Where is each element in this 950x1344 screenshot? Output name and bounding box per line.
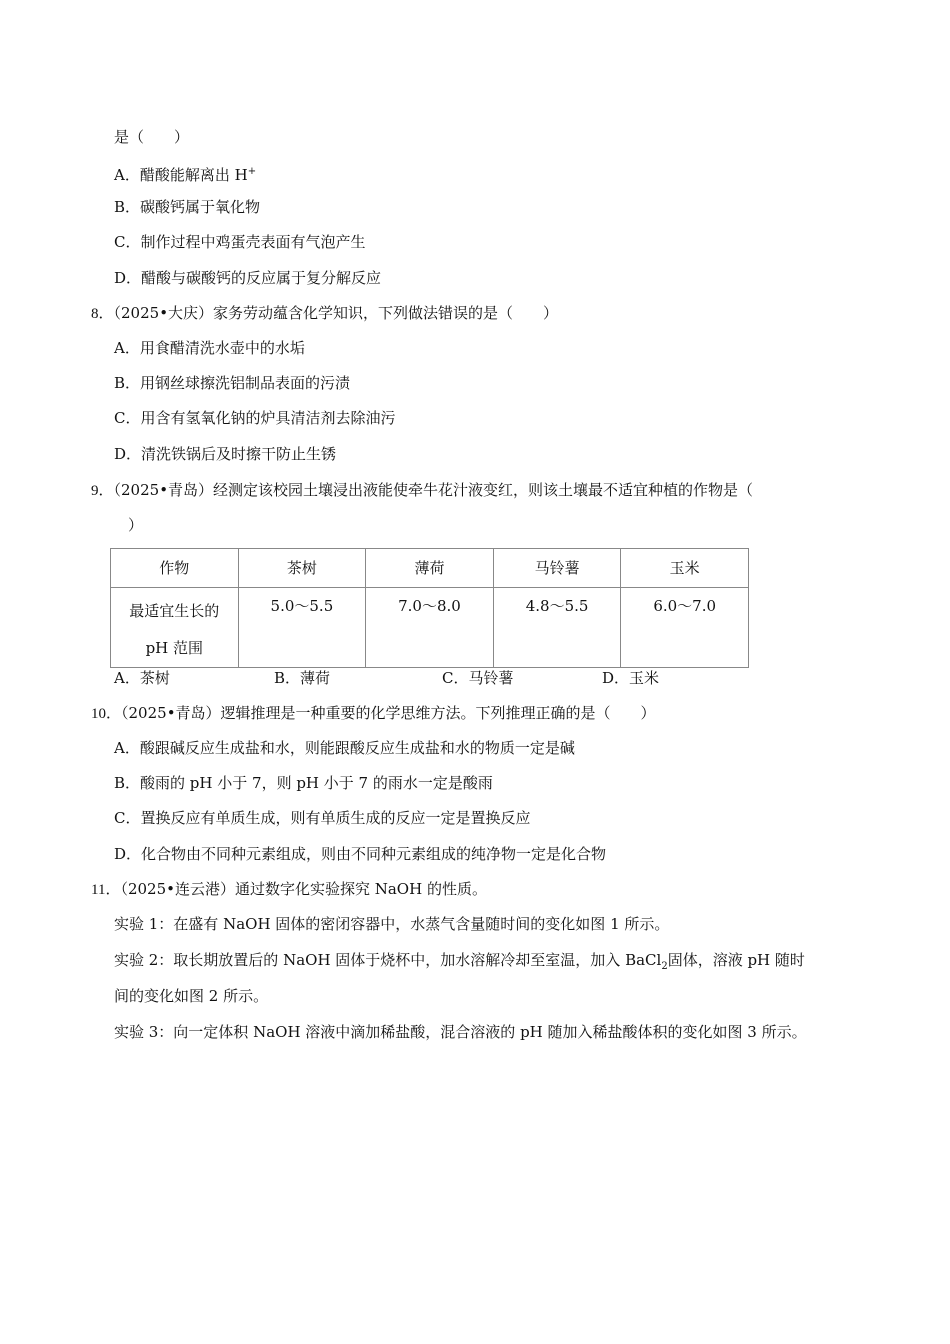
q11-experiment-1: 实验 1：在盛有 NaOH 固体的密闭容器中，水蒸气含量随时间的变化如图 1 所示。 <box>114 915 670 933</box>
q10-option-c <box>114 808 531 828</box>
q7-option-b <box>114 197 260 217</box>
table-cell <box>493 588 621 668</box>
option-label: A． <box>114 339 140 357</box>
option-text: 薄荷 <box>300 669 331 687</box>
question-number: 10． <box>91 706 122 722</box>
option-label: B． <box>114 198 141 216</box>
question-number: 8． <box>91 306 114 322</box>
option-text: 用含有氢氧化钠的炉具清洁剂去除油污 <box>140 409 396 427</box>
option-text: 化合物由不同种元素组成，则由不同种元素组成的纯净物一定是化合物 <box>141 845 607 863</box>
q10-option-a <box>114 738 575 758</box>
q7-option-d <box>114 268 381 288</box>
table-cell <box>238 588 366 668</box>
q9-option-a <box>114 668 170 688</box>
option-label: B． <box>114 774 141 792</box>
table-row <box>111 588 749 668</box>
q11-experiment-3: 实验 3：向一定体积 NaOH 溶液中滴加稀盐酸，混合溶液的 pH 随加入稀盐酸体积的变化如图 3 所示。 <box>114 1023 807 1041</box>
row-label-line-2: pH 范围 <box>145 639 204 657</box>
option-text: 醋酸与碳酸钙的反应属于复分解反应 <box>141 269 382 287</box>
option-label: D． <box>114 269 142 287</box>
option-text: 清洗铁锅后及时擦干防止生锈 <box>141 445 337 463</box>
option-text: 置换反应有单质生成，则有单质生成的反应一定是置换反应 <box>140 809 531 827</box>
question-text: （2025•青岛）逻辑推理是一种重要的化学思维方法。下列推理正确的是（ ） <box>121 704 656 722</box>
q11-stem <box>91 879 487 900</box>
option-label: D． <box>602 669 630 687</box>
option-label: D． <box>114 445 142 463</box>
q9-option-c <box>442 668 514 688</box>
table-cell <box>621 588 749 668</box>
q9-stem-cont: ） <box>128 516 144 534</box>
table-cell <box>366 588 494 668</box>
table-cell: 马铃薯 <box>493 549 621 588</box>
option-label: A． <box>114 739 140 757</box>
q8-option-d <box>114 444 336 464</box>
table-cell: 茶树 <box>238 549 366 588</box>
q8-option-a <box>114 338 305 358</box>
question-text: （2025•青岛）经测定该校园土壤浸出液能使牵牛花汁液变红，则该土壤最不适宜种植的作物是（ <box>113 481 754 499</box>
option-label: B． <box>274 669 301 687</box>
question-text: （2025•连云港）通过数字化实验探究 NaOH 的性质。 <box>120 880 487 898</box>
option-text: 马铃薯 <box>468 669 514 687</box>
q7-option-c <box>114 232 366 252</box>
q9-option-b <box>274 668 330 688</box>
table-cell <box>111 588 239 668</box>
ph-range: 5.0～5.5 <box>270 597 334 615</box>
q8-option-c <box>114 408 396 428</box>
option-text: 酸跟碱反应生成盐和水，则能跟酸反应生成盐和水的物质一定是碱 <box>139 739 575 757</box>
table-header-row <box>111 549 749 588</box>
option-text: 用钢丝球擦洗铝制品表面的污渍 <box>140 374 351 392</box>
ph-range: 4.8～5.5 <box>525 597 589 615</box>
q7-option-a <box>114 162 256 185</box>
ph-range: 6.0～7.0 <box>653 597 717 615</box>
option-text: 醋酸能解离出 H <box>139 166 248 184</box>
ph-range: 7.0～8.0 <box>398 597 461 615</box>
option-label: A． <box>114 669 140 687</box>
question-number: 11． <box>91 882 121 898</box>
experiment-text: 固体，溶液 pH 随时 <box>667 951 805 969</box>
q11-experiment-2 <box>114 950 805 977</box>
question-text: （2025•大庆）家务劳动蕴含化学知识，下列做法错误的是（ ） <box>113 304 559 322</box>
table-cell: 作物 <box>111 549 239 588</box>
option-label: C． <box>114 809 141 827</box>
option-text: 碳酸钙属于氧化物 <box>140 198 261 216</box>
q9-stem <box>91 480 753 501</box>
q8-option-b <box>114 373 350 393</box>
q9-option-d <box>602 668 659 688</box>
option-text: 用食醋清洗水壶中的水垢 <box>139 339 305 357</box>
option-label: A． <box>114 166 140 184</box>
option-label: C． <box>442 669 469 687</box>
q10-option-d <box>114 844 606 864</box>
option-label: D． <box>114 845 142 863</box>
table-cell: 薄荷 <box>366 549 494 588</box>
option-text: 玉米 <box>629 669 660 687</box>
question-number: 9． <box>91 483 114 499</box>
option-label: C． <box>114 233 141 251</box>
option-label: B． <box>114 374 141 392</box>
option-label: C． <box>114 409 141 427</box>
experiment-text: 实验 2：取长期放置后的 NaOH 固体于烧杯中，加水溶解冷却至室温，加入 BaCl <box>114 951 662 969</box>
table-cell: 玉米 <box>621 549 749 588</box>
option-text: 酸雨的 pH 小于 7，则 pH 小于 7 的雨水一定是酸雨 <box>140 774 493 792</box>
q11-experiment-2-cont: 间的变化如图 2 所示。 <box>114 987 269 1005</box>
option-text: 茶树 <box>139 669 170 687</box>
row-label-line-1: 最适宜生长的 <box>129 602 220 620</box>
superscript: + <box>247 166 257 177</box>
q7-stem-tail: 是（ ） <box>114 128 190 146</box>
subscript: 2 <box>661 961 668 972</box>
option-text: 制作过程中鸡蛋壳表面有气泡产生 <box>140 233 366 251</box>
ph-range-table <box>110 548 749 668</box>
q10-stem <box>91 703 656 724</box>
q8-stem <box>91 303 558 324</box>
q10-option-b <box>114 773 493 793</box>
